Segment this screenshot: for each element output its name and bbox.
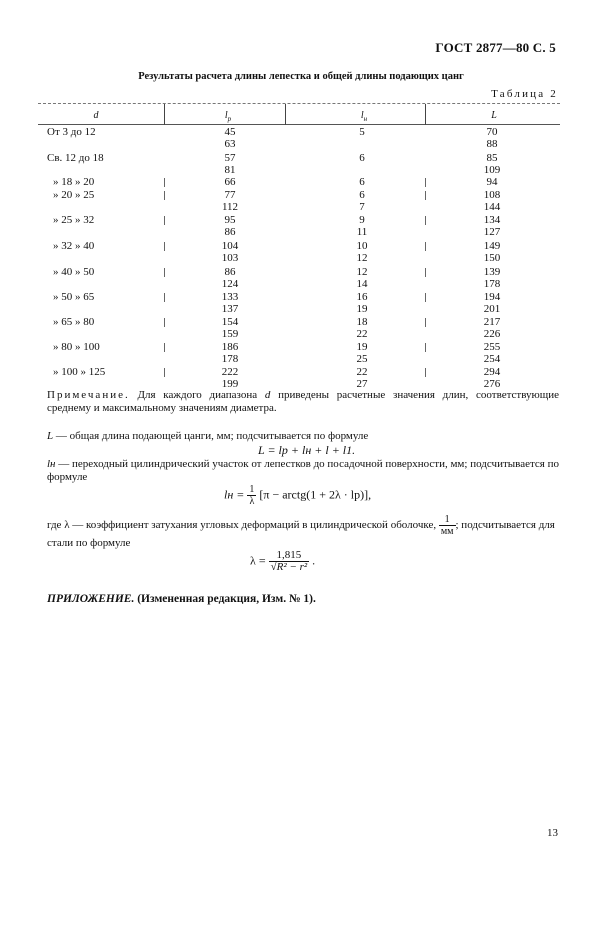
cell-L bbox=[462, 266, 522, 290]
cell-ln bbox=[332, 266, 392, 290]
row-label: От 3 до 12 bbox=[47, 126, 96, 138]
column-header-d: d bbox=[93, 110, 99, 121]
cell-value: 6 bbox=[359, 176, 365, 188]
cell-ln bbox=[332, 291, 392, 315]
cell-L bbox=[462, 176, 522, 188]
cell-value: 19 bbox=[356, 341, 368, 353]
cell-value: 124 bbox=[221, 278, 239, 290]
cell-value: 22 bbox=[356, 366, 368, 378]
cell-value: 14 bbox=[356, 278, 368, 290]
column-tick bbox=[164, 191, 165, 200]
cell-value: 186 bbox=[221, 341, 239, 353]
cell-value: 85 bbox=[486, 152, 498, 164]
column-tick bbox=[425, 191, 426, 200]
cell-value: 19 bbox=[356, 303, 368, 315]
cell-ln bbox=[332, 189, 392, 213]
row-label: » 80 » 100 bbox=[53, 341, 100, 353]
cell-value: 25 bbox=[356, 353, 368, 365]
appendix-note: ПРИЛОЖЕНИЕ. (Измененная редакция, Изм. № 1). bbox=[47, 593, 316, 605]
cell-value: 199 bbox=[221, 378, 239, 390]
table-header-rule bbox=[38, 124, 560, 125]
cell-lp bbox=[200, 341, 260, 365]
cell-value: 137 bbox=[221, 303, 239, 315]
row-label: » 50 » 65 bbox=[53, 291, 95, 303]
column-tick bbox=[425, 178, 426, 187]
column-tick bbox=[164, 242, 165, 251]
cell-ln bbox=[332, 240, 392, 264]
table-top-rule bbox=[38, 103, 560, 104]
cell-ln bbox=[332, 152, 392, 164]
cell-value: 10 bbox=[356, 240, 368, 252]
cell-L bbox=[462, 152, 522, 176]
cell-value: 45 bbox=[224, 126, 236, 138]
cell-value: 77 bbox=[224, 189, 236, 201]
cell-value: 217 bbox=[483, 316, 501, 328]
column-tick bbox=[164, 268, 165, 277]
row-label: » 32 » 40 bbox=[53, 240, 95, 252]
cell-value: 63 bbox=[224, 138, 236, 150]
row-label: Св. 12 до 18 bbox=[47, 152, 104, 164]
column-tick bbox=[164, 216, 165, 225]
cell-value: 22 bbox=[356, 328, 368, 340]
cell-ln bbox=[332, 341, 392, 365]
cell-value: 154 bbox=[221, 316, 239, 328]
definition-lambda: где λ — коэффициент затухания угловых деформаций в цилиндрической оболочке, $\frac{1}{мм}$ ; подсчитывается для стали по формуле bbox=[47, 514, 555, 549]
cell-value: 95 bbox=[224, 214, 236, 226]
formula-L: L = lр + lн + l + l1. bbox=[258, 443, 356, 457]
table-number: Таблица 2 bbox=[491, 88, 558, 100]
cell-value: 254 bbox=[483, 353, 501, 365]
column-tick bbox=[164, 318, 165, 327]
column-tick bbox=[425, 368, 426, 377]
cell-lp bbox=[200, 176, 260, 188]
cell-value: 108 bbox=[483, 189, 501, 201]
cell-value: 255 bbox=[483, 341, 501, 353]
column-tick bbox=[164, 178, 165, 187]
cell-value: 194 bbox=[483, 291, 501, 303]
cell-L bbox=[462, 316, 522, 340]
row-label: » 25 » 32 bbox=[53, 214, 95, 226]
cell-value: 139 bbox=[483, 266, 501, 278]
cell-value: 149 bbox=[483, 240, 501, 252]
table-caption: Результаты расчета длины лепестка и общей длины подающих цанг bbox=[138, 71, 464, 82]
row-label: » 18 » 20 bbox=[53, 176, 95, 188]
column-tick bbox=[425, 268, 426, 277]
cell-value: 134 bbox=[483, 214, 501, 226]
cell-value: 109 bbox=[483, 164, 501, 176]
column-tick bbox=[425, 318, 426, 327]
cell-lp bbox=[200, 189, 260, 213]
cell-L bbox=[462, 291, 522, 315]
cell-value: 86 bbox=[224, 226, 236, 238]
column-tick bbox=[164, 343, 165, 352]
column-tick bbox=[425, 343, 426, 352]
column-divider bbox=[164, 104, 165, 125]
column-tick bbox=[425, 242, 426, 251]
column-header-L: L bbox=[491, 110, 497, 121]
row-label: » 40 » 50 bbox=[53, 266, 95, 278]
cell-L bbox=[462, 341, 522, 365]
cell-value: 94 bbox=[486, 176, 498, 188]
cell-value: 12 bbox=[356, 252, 368, 264]
cell-value: 5 bbox=[359, 126, 365, 138]
formula-ln: lн = $\frac{1}{\lambda}$ [π − arctg(1 + 2λ · lр)], bbox=[224, 484, 372, 507]
cell-value: 11 bbox=[356, 226, 368, 238]
cell-value: 6 bbox=[359, 189, 365, 201]
cell-value: 159 bbox=[221, 328, 239, 340]
cell-L bbox=[462, 240, 522, 264]
cell-lp bbox=[200, 291, 260, 315]
table-note: Примечание. Для каждого диапазона d приведены расчетные значения длин, соответствующие среднему и максимальному значениям диаметра. bbox=[47, 389, 559, 414]
cell-value: 178 bbox=[221, 353, 239, 365]
column-header-lp: $l_р$ bbox=[224, 110, 232, 123]
cell-value: 201 bbox=[483, 303, 501, 315]
cell-value: 6 bbox=[359, 152, 365, 164]
cell-L bbox=[462, 189, 522, 213]
cell-value: 226 bbox=[483, 328, 501, 340]
column-tick bbox=[425, 293, 426, 302]
cell-value: 112 bbox=[221, 201, 239, 213]
column-divider bbox=[285, 104, 286, 125]
cell-value: 127 bbox=[483, 226, 501, 238]
page-number: 13 bbox=[547, 827, 558, 839]
cell-value: 7 bbox=[359, 201, 365, 213]
cell-value: 104 bbox=[221, 240, 239, 252]
column-divider bbox=[425, 104, 426, 125]
cell-value: 144 bbox=[483, 201, 501, 213]
cell-value: 222 bbox=[221, 366, 239, 378]
cell-value: 9 bbox=[359, 214, 365, 226]
cell-value: 18 bbox=[356, 316, 368, 328]
cell-value: 57 bbox=[224, 152, 236, 164]
cell-ln bbox=[332, 214, 392, 238]
cell-value: 66 bbox=[224, 176, 236, 188]
column-tick bbox=[164, 293, 165, 302]
row-label: » 65 » 80 bbox=[53, 316, 95, 328]
cell-value: 88 bbox=[486, 138, 498, 150]
formula-lambda: λ = $\frac{1,815}{\text{√R² − r²}}$ . bbox=[250, 549, 316, 573]
column-tick bbox=[425, 216, 426, 225]
cell-ln bbox=[332, 176, 392, 188]
cell-lp bbox=[200, 366, 260, 390]
cell-L bbox=[462, 366, 522, 390]
cell-value: 16 bbox=[356, 291, 368, 303]
row-label: » 20 » 25 bbox=[53, 189, 95, 201]
cell-value: 276 bbox=[483, 378, 501, 390]
cell-ln bbox=[332, 366, 392, 390]
cell-value: 81 bbox=[224, 164, 236, 176]
row-label: » 100 » 125 bbox=[53, 366, 106, 378]
cell-lp bbox=[200, 152, 260, 176]
cell-value: 133 bbox=[221, 291, 239, 303]
cell-L bbox=[462, 126, 522, 150]
column-tick bbox=[164, 368, 165, 377]
cell-value: 178 bbox=[483, 278, 501, 290]
cell-lp bbox=[200, 214, 260, 238]
cell-lp bbox=[200, 126, 260, 150]
document-header: ГОСТ 2877—80 С. 5 bbox=[435, 40, 556, 55]
cell-value: 103 bbox=[221, 252, 239, 264]
cell-ln bbox=[332, 316, 392, 340]
definition-L: L — общая длина подающей цанги, мм; подсчитывается по формуле bbox=[47, 430, 369, 442]
cell-ln bbox=[332, 126, 392, 138]
cell-lp bbox=[200, 240, 260, 264]
cell-value: 86 bbox=[224, 266, 236, 278]
cell-lp bbox=[200, 316, 260, 340]
cell-value: 294 bbox=[483, 366, 501, 378]
cell-value: 150 bbox=[483, 252, 501, 264]
cell-value: 27 bbox=[356, 378, 368, 390]
definition-ln: lн — переходный цилиндрический участок от лепестков до посадочной поверхности, мм; подсчитывается по формуле bbox=[47, 458, 559, 483]
cell-L bbox=[462, 214, 522, 238]
column-header-ln: $l_н$ bbox=[360, 110, 368, 123]
cell-value: 12 bbox=[356, 266, 368, 278]
cell-value: 70 bbox=[486, 126, 498, 138]
cell-lp bbox=[200, 266, 260, 290]
